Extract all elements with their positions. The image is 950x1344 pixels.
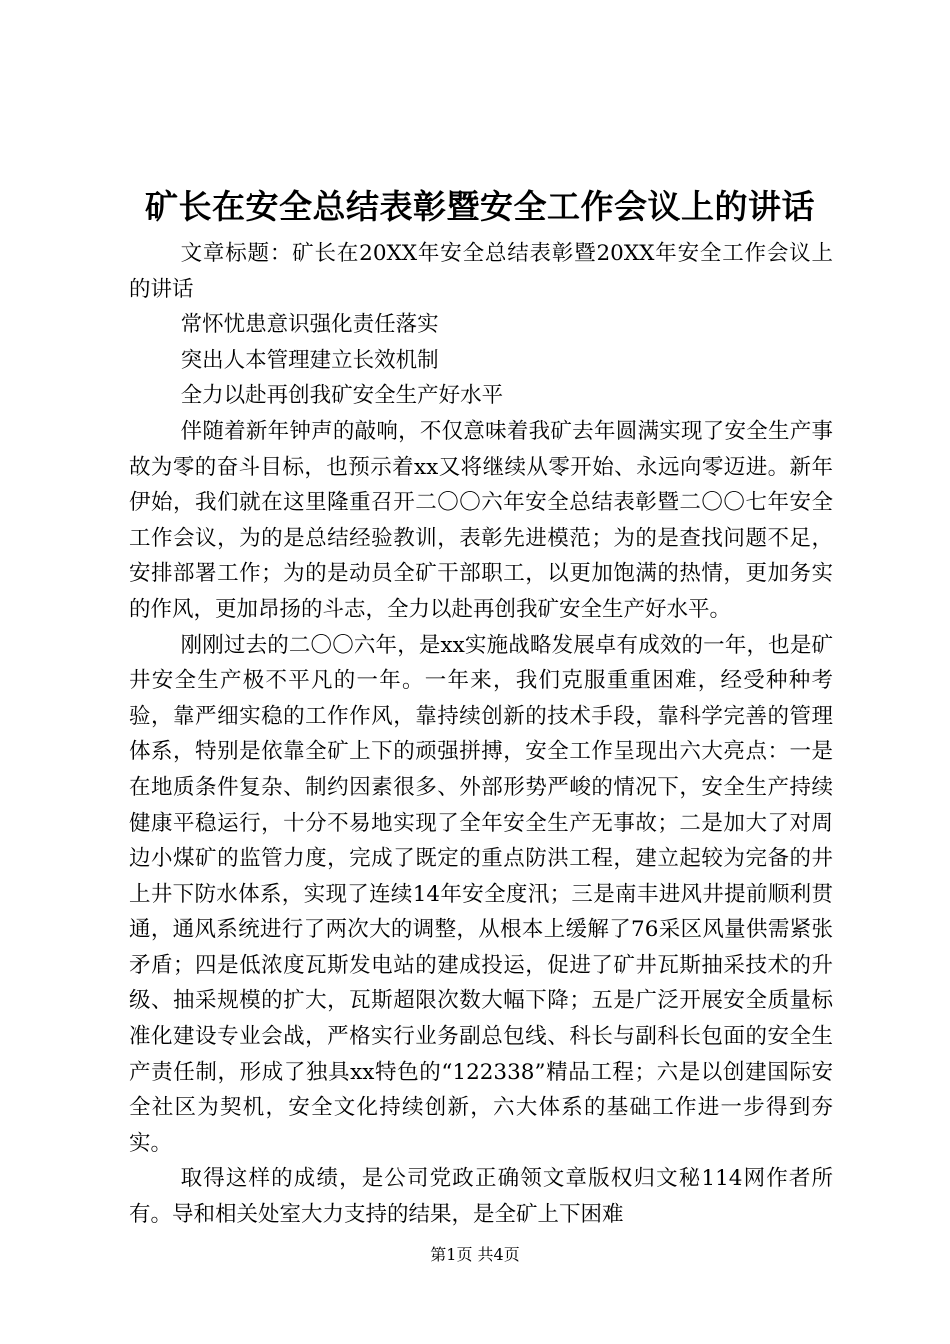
subheading-2: 突出人本管理建立长效机制 — [180, 347, 439, 373]
body-paragraph-2: 刚刚过去的二〇〇六年，是xx实施战略发展卓有成效的一年，也是矿井安全生产极不平凡的一年。一年来，我们克服重重困难，经受种种考验，靠严细实稳的工作作风，靠持续创新的技术手段，靠科学完善的管理体系，特别是依靠全矿上下的顽强拼搏，安全工作呈现出六大亮点：一是在地质条件复杂、制约因素很多、外部形势严峻的情况下，安全生产持续健康平稳运行，十分不易地实现了全年安全生产无事故；二是加大了对周边小煤矿的监管力度，完成了既定的重点防洪工程，建立起较为完备的井上井下防水体系，实现了连续14年安全度汛；三是南丰进风井提前顺利贯通，通风系统进行了两次大的调整，从根本上缓解了76采区风量供需紧张矛盾；四是低浓度瓦斯发电站的建成投运，促进了矿井瓦斯抽采技术的升级、抽采规模的扩大，瓦斯超限次数大幅下降；五是广泛开展安全质量标准化建设专业会战，严格实行业务副总包线、科长与副科长包面的安全生产责任制，形成了独具xx特色的“122338”精品工程；六是以创建国际安全社区为契机，安全文化持续创新，六大体系的基础工作进一步得到夯实。 — [129, 632, 833, 1156]
body-paragraph-1: 伴随着新年钟声的敲响，不仅意味着我矿去年圆满实现了安全生产事故为零的奋斗目标，也预示着xx又将继续从零开始、永远向零迈进。新年伊始，我们就在这里隆重召开二〇〇六年安全总结表彰暨二〇〇七年安全工作会议，为的是总结经验教训，表彰先进模范；为的是查找问题不足，安排部署工作；为的是动员全矿干部职工，以更加饱满的热情，更加务实的作风，更加昂扬的斗志，全力以赴再创我矿安全生产好水平。 — [129, 418, 833, 622]
page-number-footer: 第1页 共4页 — [430, 1245, 520, 1264]
article-title-line: 文章标题：矿长在20XX年安全总结表彰暨20XX年安全工作会议上的讲话 — [129, 241, 833, 302]
subheading-1: 常怀忧患意识强化责任落实 — [180, 312, 439, 338]
body-paragraph-3: 取得这样的成绩，是公司党政正确领文章版权归文秘114网作者所有。导和相关处室大力支持的结果，是全矿上下困难 — [129, 1166, 833, 1228]
subheading-3: 全力以赴再创我矿安全生产好水平 — [180, 383, 504, 409]
document-title: 矿长在安全总结表彰暨安全工作会议上的讲话 — [145, 187, 815, 226]
document-body — [129, 236, 833, 1233]
